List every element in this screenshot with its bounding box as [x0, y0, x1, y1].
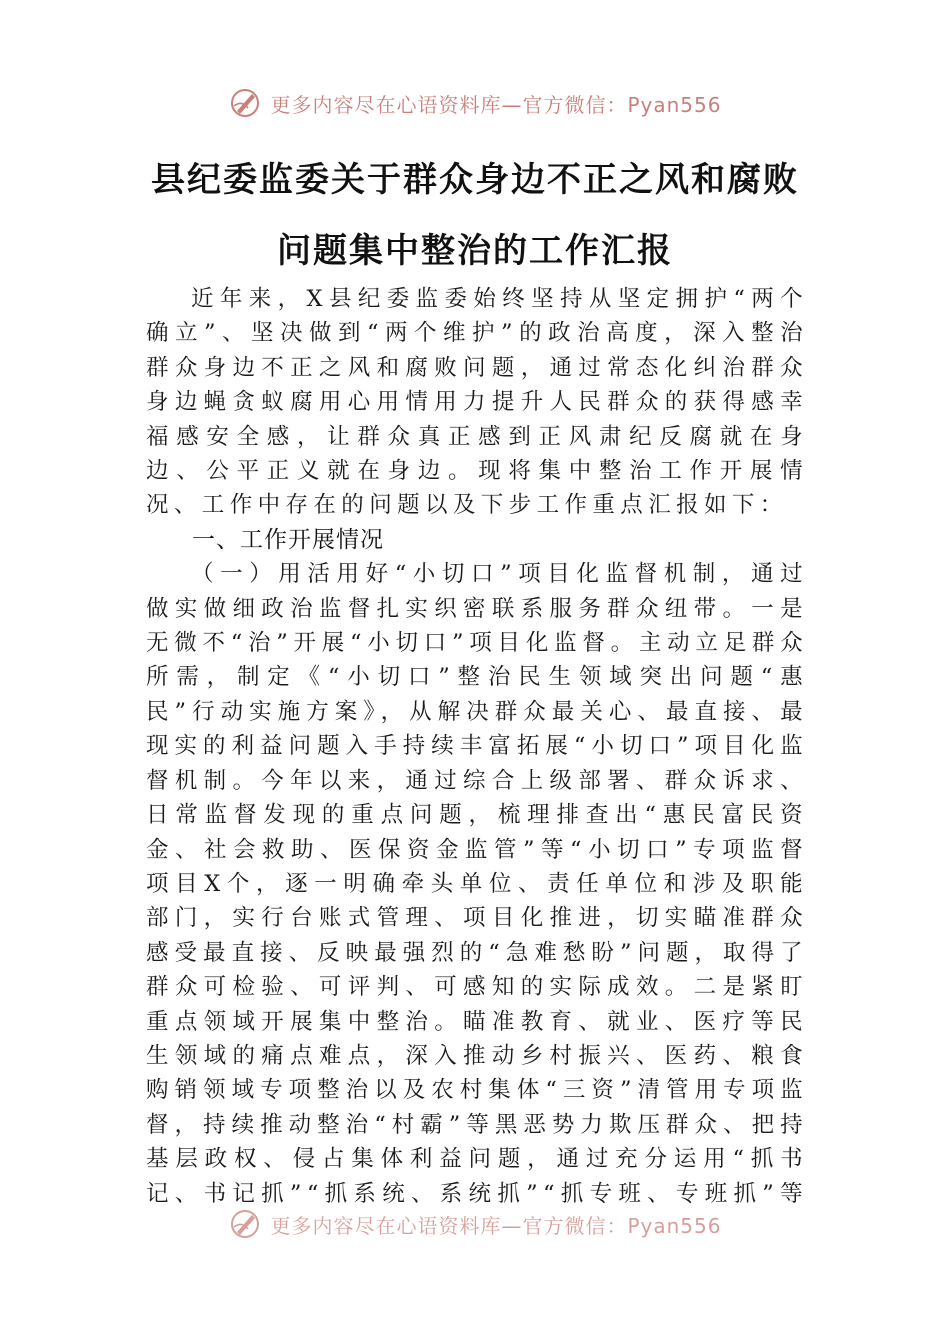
document-body [146, 282, 808, 1212]
pen-logo-icon [228, 1207, 262, 1241]
watermark-text: 更多内容尽在心语资料库—官方微信：Pyan556 [270, 92, 722, 117]
section-heading: 一、工作开展情况 [192, 526, 384, 553]
document-title-line1: 县纪委监委关于群众身边不正之风和腐败 [151, 160, 799, 200]
watermark-text: 更多内容尽在心语资料库—官方微信：Pyan556 [270, 1213, 722, 1238]
body-paragraph: （一）用活用好“小切口”项目化监督机制，通过做实做细政治监督扎实织密联系服务群众纽带。一是无微不“治”开展“小切口”项目化监督。主动立足群众所需，制定《“小切口”整治民生领域突出问题“惠民”行动实施方案》，从解决群众最关心、最直接、最现实的利益问题入手持续丰富拓展“小切口”项目化监督机制。今年以来，通过综合上级部署、群众诉求、日常监督发现的重点问题，梳理排查出“惠民富民资金、社会救助、医保资金监管”等“小切口”专项监督项目X个，逐一明确牵头单位、责任单位和涉及职能部门，实行台账式管理、项目化推进，切实瞄准群众感受最直接、反映最强烈的“急难愁盼”问题，取得了群众可检验、可评判、可感知的实际成效。二是紧盯重点领域开展集中整治。瞄准教育、就业、医疗等民生领域的痛点难点，深入推动乡村振兴、医药、粮食购销领域专项整治以及农村集体“三资”清管用专项监督，持续推动整治“村霸”等黑恶势力欺压群众、把持基层政权、侵占集体利益问题，通过充分运用“抓书记、书记抓”“抓系统、系统抓”“抓专班、专班抓”等 [146, 561, 808, 1207]
intro-paragraph: 近年来，X县纪委监委始终坚持从坚定拥护“两个确立”、坚决做到“两个维护”的政治高度，深入整治群众身边不正之风和腐败问题，通过常态化纠治群众身边蝇贪蚁腐用心用情用力提升人民群众的获得感幸福感安全感，让群众真正感到正风肃纪反腐就在身边、公平正义就在身边。现将集中整治工作开展情况、工作中存在的问题以及下步工作重点汇报如下： [146, 286, 808, 519]
document-title-line2: 问题集中整治的工作汇报 [277, 231, 673, 271]
watermark-bottom [0, 1207, 950, 1241]
